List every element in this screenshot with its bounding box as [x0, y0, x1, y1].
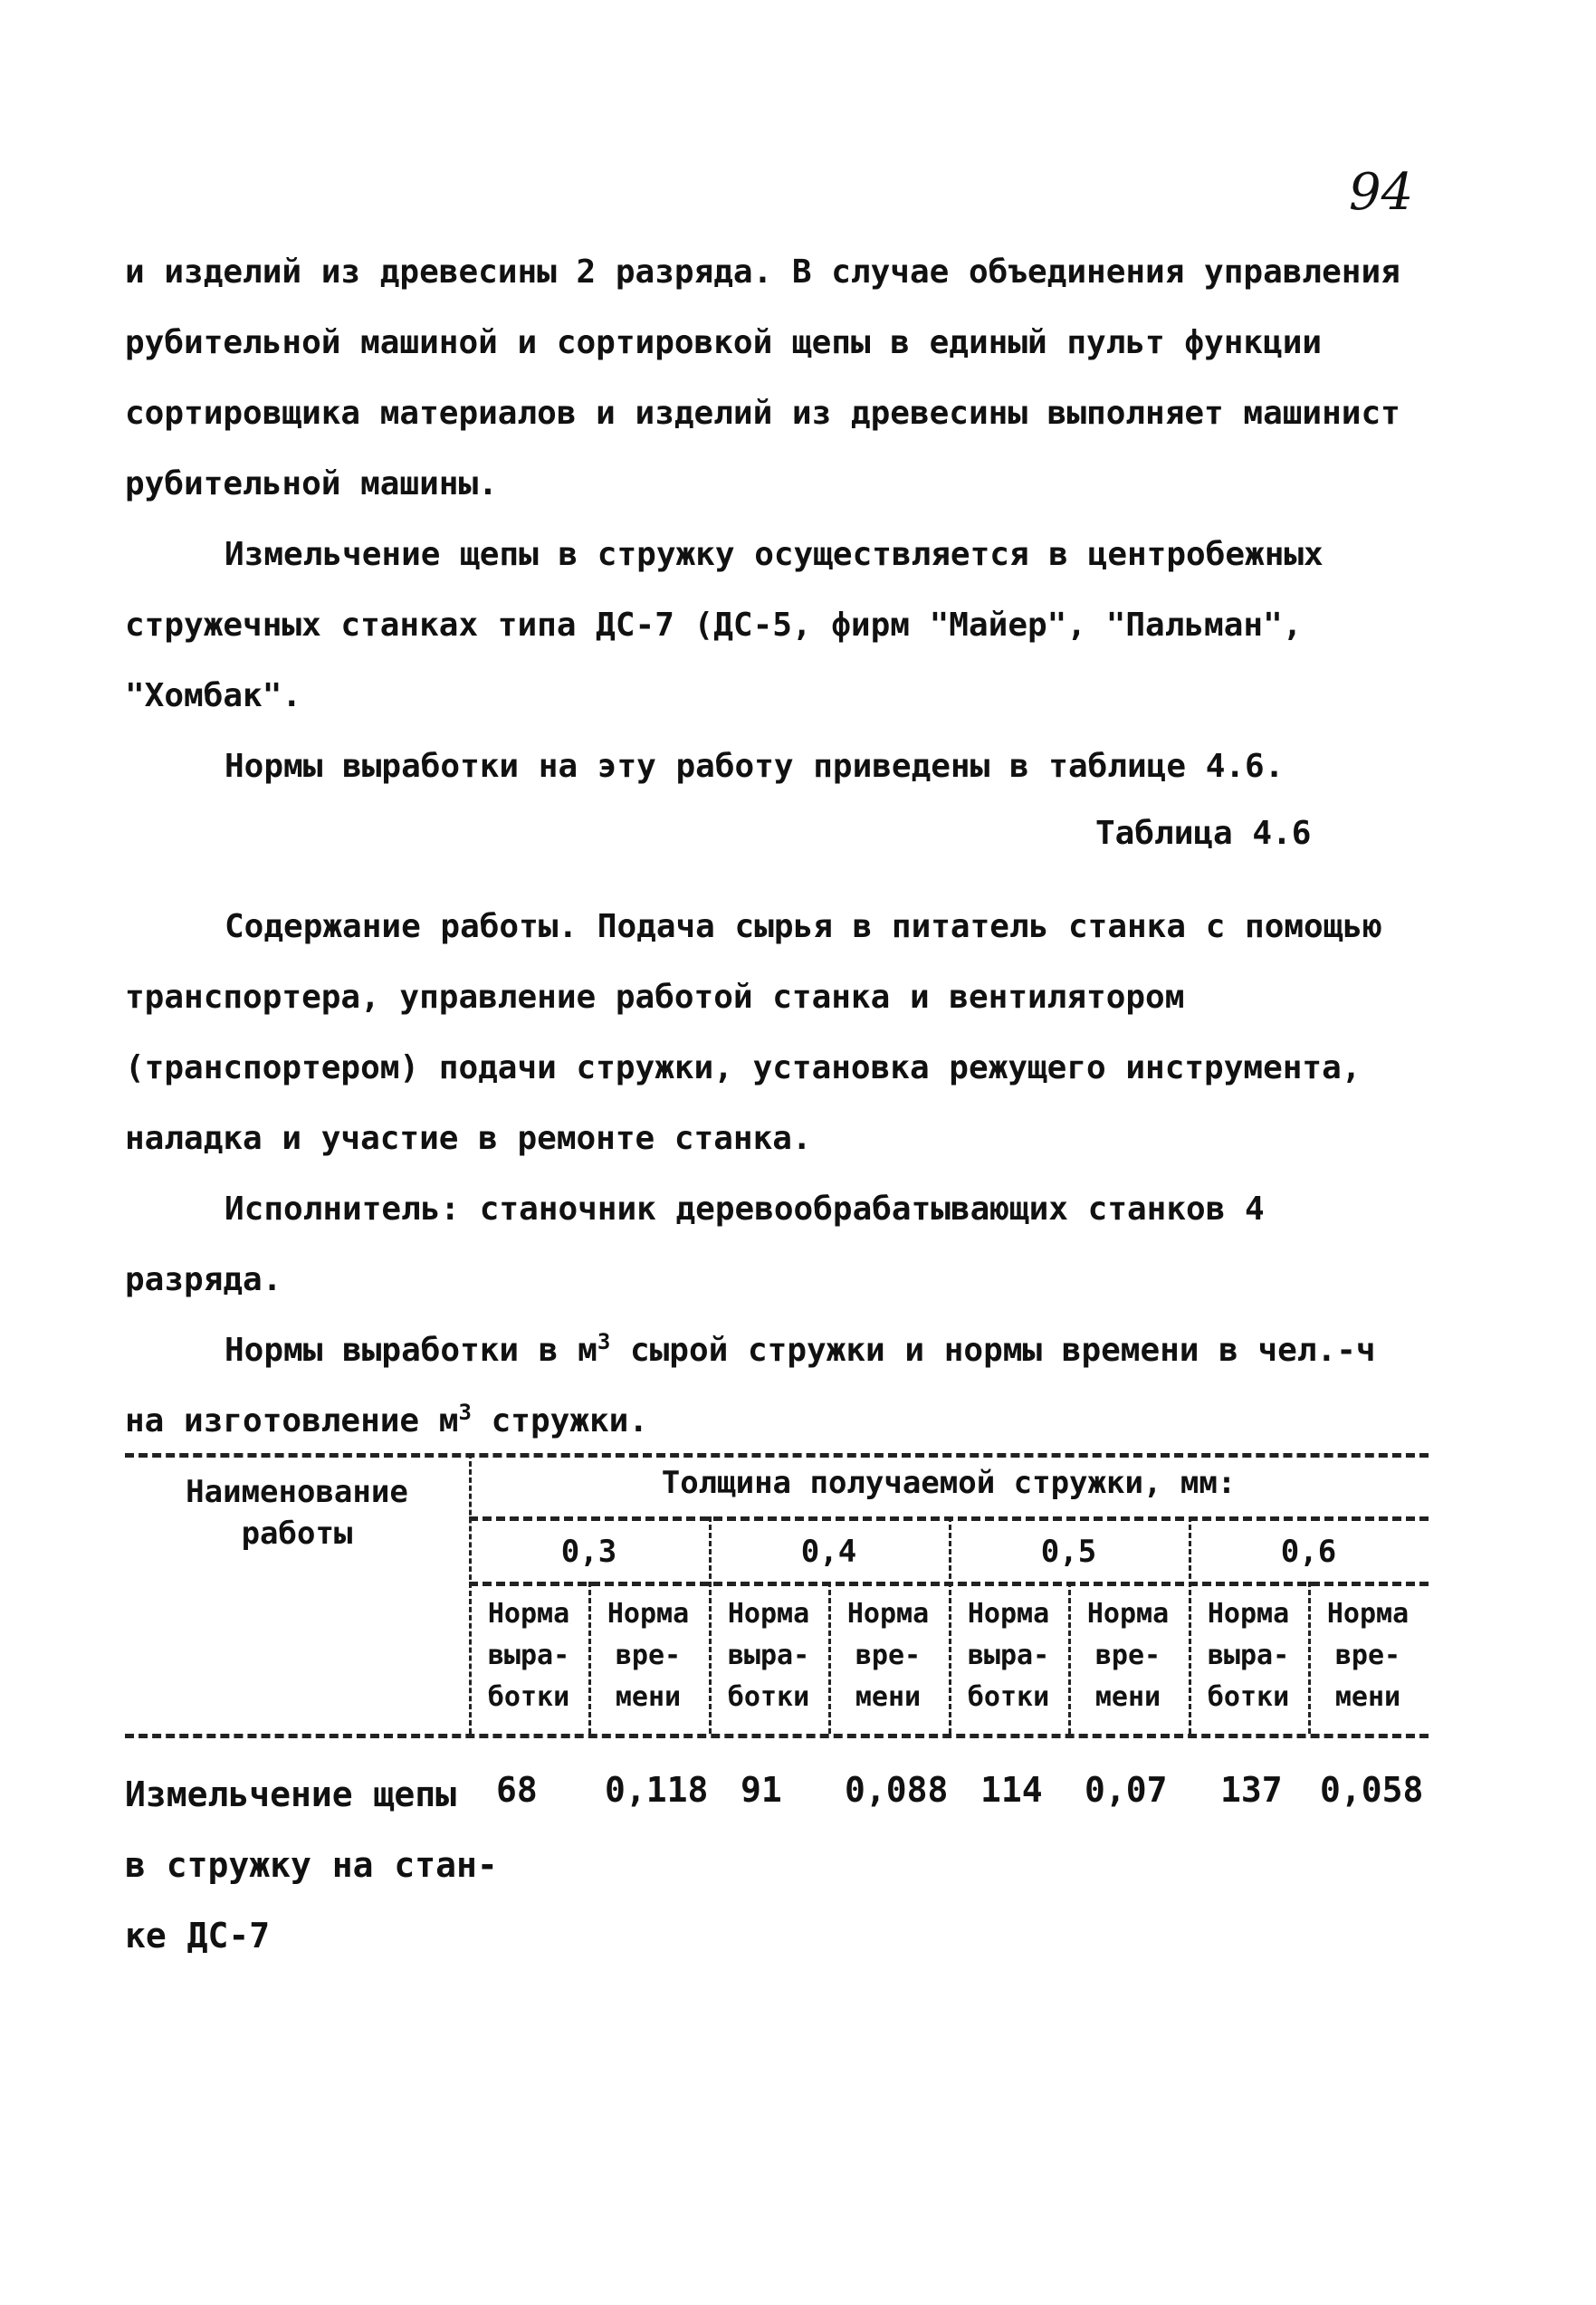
table-caption: Таблица 4.6	[1095, 815, 1312, 852]
thickness-0-3: 0,3	[560, 1534, 617, 1570]
thickness-0-6: 0,6	[1280, 1534, 1337, 1570]
thickness-0-5: 0,5	[1040, 1534, 1097, 1570]
subheader-time-1: Норма вре- мени	[607, 1598, 690, 1713]
norms-text-2: сырой стружки и нормы времени в чел.-ч на изготовление м	[125, 1332, 1376, 1439]
table-header-bottom-rule	[125, 1734, 1429, 1738]
table-vline-sub-4	[1308, 1582, 1311, 1734]
subheader-output-3: Норма выра- ботки	[967, 1598, 1050, 1713]
table-vline-sub-2	[828, 1582, 831, 1734]
subheader-output-2: Норма выра- ботки	[727, 1598, 810, 1713]
value-output-0-6: 137	[1220, 1770, 1283, 1810]
row-work-name-line-1: Измельчение щепы	[125, 1774, 457, 1814]
norms-text-1: Нормы выработки в м	[225, 1332, 597, 1369]
superscript-cubic-1: 3	[597, 1329, 611, 1354]
table-top-rule	[125, 1453, 1429, 1458]
value-time-0-5: 0,07	[1085, 1770, 1168, 1810]
subheader-output-4: Норма выра- ботки	[1207, 1598, 1290, 1713]
subheader-time-3: Норма вре- мени	[1086, 1598, 1170, 1713]
row-work-name	[125, 1759, 498, 1971]
table-vline-sub-3	[1068, 1582, 1071, 1734]
paragraph-norms-reference: Нормы выработки на эту работу приведены в таблице 4.6.	[225, 748, 1285, 785]
page-number: 94	[1349, 163, 1414, 222]
thickness-0-4: 0,4	[800, 1534, 857, 1570]
value-output-0-4: 91	[741, 1770, 782, 1810]
subheader-time-4: Норма вре- мени	[1326, 1598, 1410, 1713]
superscript-cubic-2: 3	[458, 1400, 472, 1425]
value-time-0-6: 0,058	[1320, 1770, 1424, 1810]
subheader-time-2: Норма вре- мени	[846, 1598, 930, 1713]
value-time-0-4: 0,088	[845, 1770, 949, 1810]
paragraph-crushing: Измельчение щепы в стружку осуществляется в центробежных стружечных станках типа ДС-7 (ДС-5, фирм "Майер", "Пальман", "Хомбак".	[125, 536, 1324, 714]
subheader-output-1: Норма выра- ботки	[487, 1598, 570, 1713]
paragraph-work-content: Содержание работы. Подача сырья в питатель станка с помощью транспортера, управление работой станка и вентилятором (транспортером) подачи стружки, установка режущего инструмента, наладка и участие в ремонте станка.	[125, 908, 1382, 1157]
header-thickness: Толщина получаемой стружки, мм:	[661, 1465, 1237, 1501]
row-work-name-line-2: в стружку на стан-	[125, 1845, 498, 1885]
paragraph-intro: и изделий из древесины 2 разряда. В случае объединения управления рубительной машиной и сортировкой щепы в единый пульт функции сортировщика материалов и изделий из древесины выполняет машинист рубительной машины.	[125, 253, 1400, 502]
paragraph-norms-units	[125, 1315, 1410, 1457]
row-work-name-line-3: ке ДС-7	[125, 1916, 271, 1956]
value-output-0-3: 68	[496, 1770, 538, 1810]
paragraph-performer: Исполнитель: станочник деревообрабатывающих станков 4 разряда.	[125, 1191, 1265, 1298]
value-time-0-3: 0,118	[605, 1770, 709, 1810]
table-vline-sub-1	[588, 1582, 591, 1734]
header-work-name: Наименование работы	[186, 1474, 408, 1552]
value-output-0-5: 114	[980, 1770, 1043, 1810]
norms-text-3: стружки.	[471, 1402, 648, 1439]
